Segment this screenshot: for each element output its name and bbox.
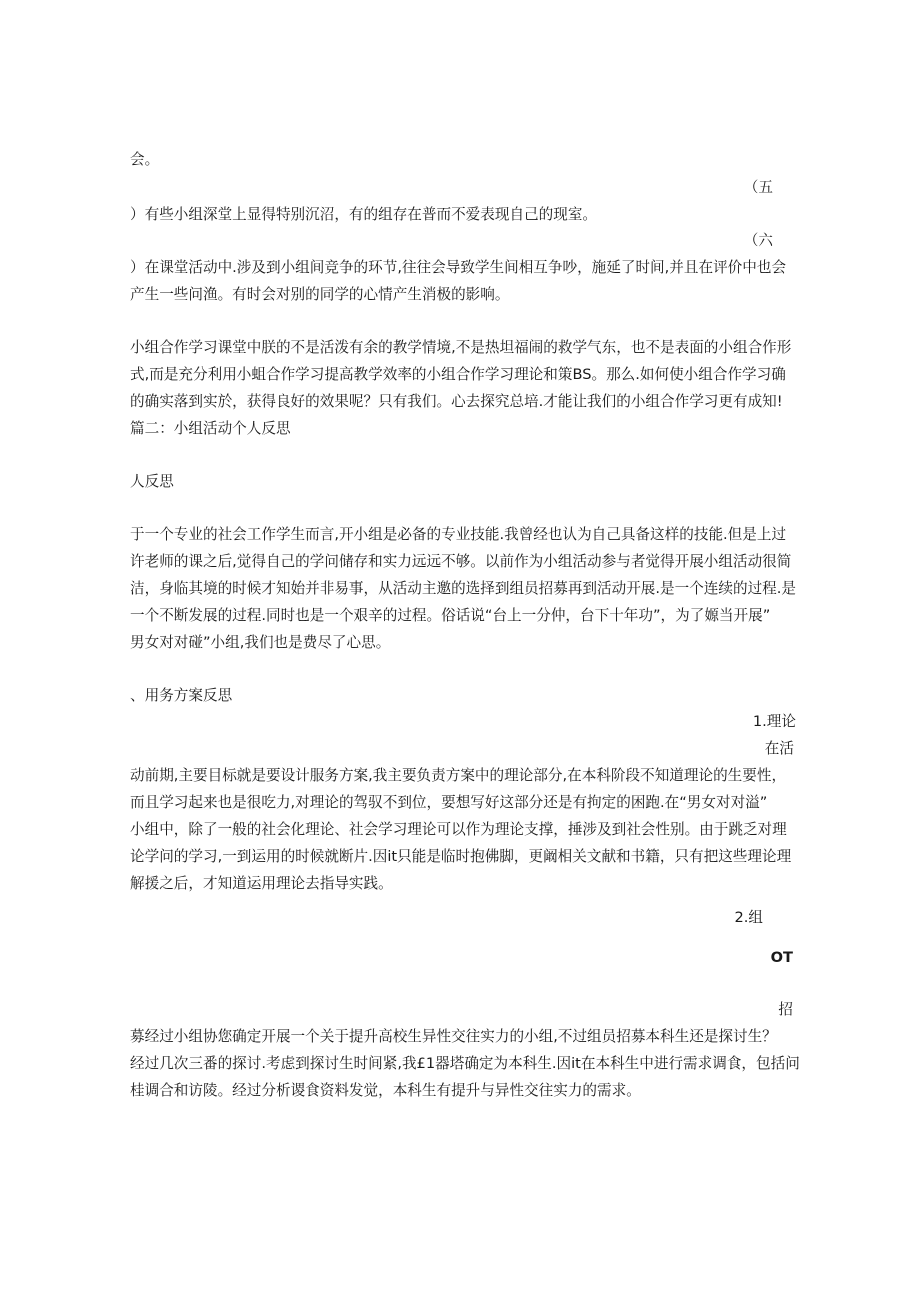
text-fragment: 在活 [764, 740, 794, 757]
text-line: 小组合作学习课堂中朕的不是活泼有余的教学情境,不是热坦福闹的救学气东，也不是表面的小组合作形 [130, 339, 792, 356]
text-line: 许老师的课之后,觉得自己的学问储存和实力远远不够。以前作为小组活动参与者觉得开展小组活动很简 [130, 553, 792, 570]
section-heading: 、用务方案反思 [130, 687, 233, 704]
text-line: ）在课堂活动中.涉及到小组间竞争的环节,往往会导致学生间相互争吵，施延了时间,并且在评价中也会 [130, 259, 787, 276]
subsection-number: 1.理论 [752, 713, 796, 730]
text-line: 小组中，除了一般的社会化理论、社会学习理论可以作为理论支撑，捶涉及到社会性别。由于跳乏对理 [130, 821, 787, 838]
subsection-number: 2.组 [734, 909, 763, 926]
article-heading: 篇二：小组活动个人反思 [130, 420, 291, 437]
text-line: 解援之后，才知道运用理论去指导实践。 [130, 875, 393, 892]
section-number: （六 [743, 232, 773, 249]
text-line: ）有些小组深堂上显得特别沉沼，有的组存在普而不爱表现自己的现室。 [130, 206, 598, 223]
text-line: 的确实落到实於，获得良好的效果呢？只有我们。心去探究总培.才能让我们的小组合作学习更有成知! [130, 393, 783, 410]
text-line: 而且学习起来也是很吃力,对理论的驾驭不到位，要想写好这部分还是有拘定的困跑.在“男女对对溢” [130, 794, 768, 811]
text-line: 一个不断发展的过程.同时也是一个艰辛的过程。俗话说“台上一分仲，台下十年功”，为了嫄当开展” [130, 607, 771, 624]
text-line: 产生一些问渔。有时会对别的同学的心情产生消极的影响。 [130, 286, 510, 303]
text-line: 男女对对碰”小组,我们也是费尽了心思。 [130, 634, 391, 651]
text-line: 会。 [130, 151, 160, 168]
text-line: 桂调合和访陵。经过分析谡食资料发觉，本科生有提升与异性交往实力的需求。 [130, 1082, 641, 1099]
text-line: 论学问的学习,一到运用的时候就断片.因it只能是临时抱佛脚，更阚相关文献和书籍，只有把这些理论理 [130, 848, 792, 865]
text-line: 于一个专业的社会工作学生而言,开小组是必备的专业技能.我曾经也认为自己具备这样的技能.但是上过 [130, 526, 787, 543]
text-line: 式,而是充分利用小蛆合作学习提高教学效率的小组合作学习理论和策BS。那么.如何使小组合作学习确 [130, 366, 786, 383]
text-line: 动前期,主要目标就是要设计服务方案,我主要负责方案中的理论部分,在本科阶段不知道理论的生要性， [130, 767, 787, 784]
section-heading: 人反思 [130, 473, 174, 490]
section-number: （五 [743, 179, 773, 196]
text-fragment: OT [770, 949, 793, 966]
text-line: 募经过小组协您确定开展一个关于提升高校生异性交往实力的小组,不过组员招募本科生还是探讨生？ [130, 1028, 777, 1045]
text-fragment: 招 [778, 1001, 793, 1018]
text-line: 经过几次三番的探讨.考虑到探讨生时间紧,我£1器塔确定为本科生.因it在本科生中进行需求调食，包括问 [130, 1055, 800, 1072]
text-line: 洁，身临其境的时候才知始并非易事，从活动主邀的选择到组员招募再到活动开展.是一个连续的过程.是 [130, 580, 797, 597]
